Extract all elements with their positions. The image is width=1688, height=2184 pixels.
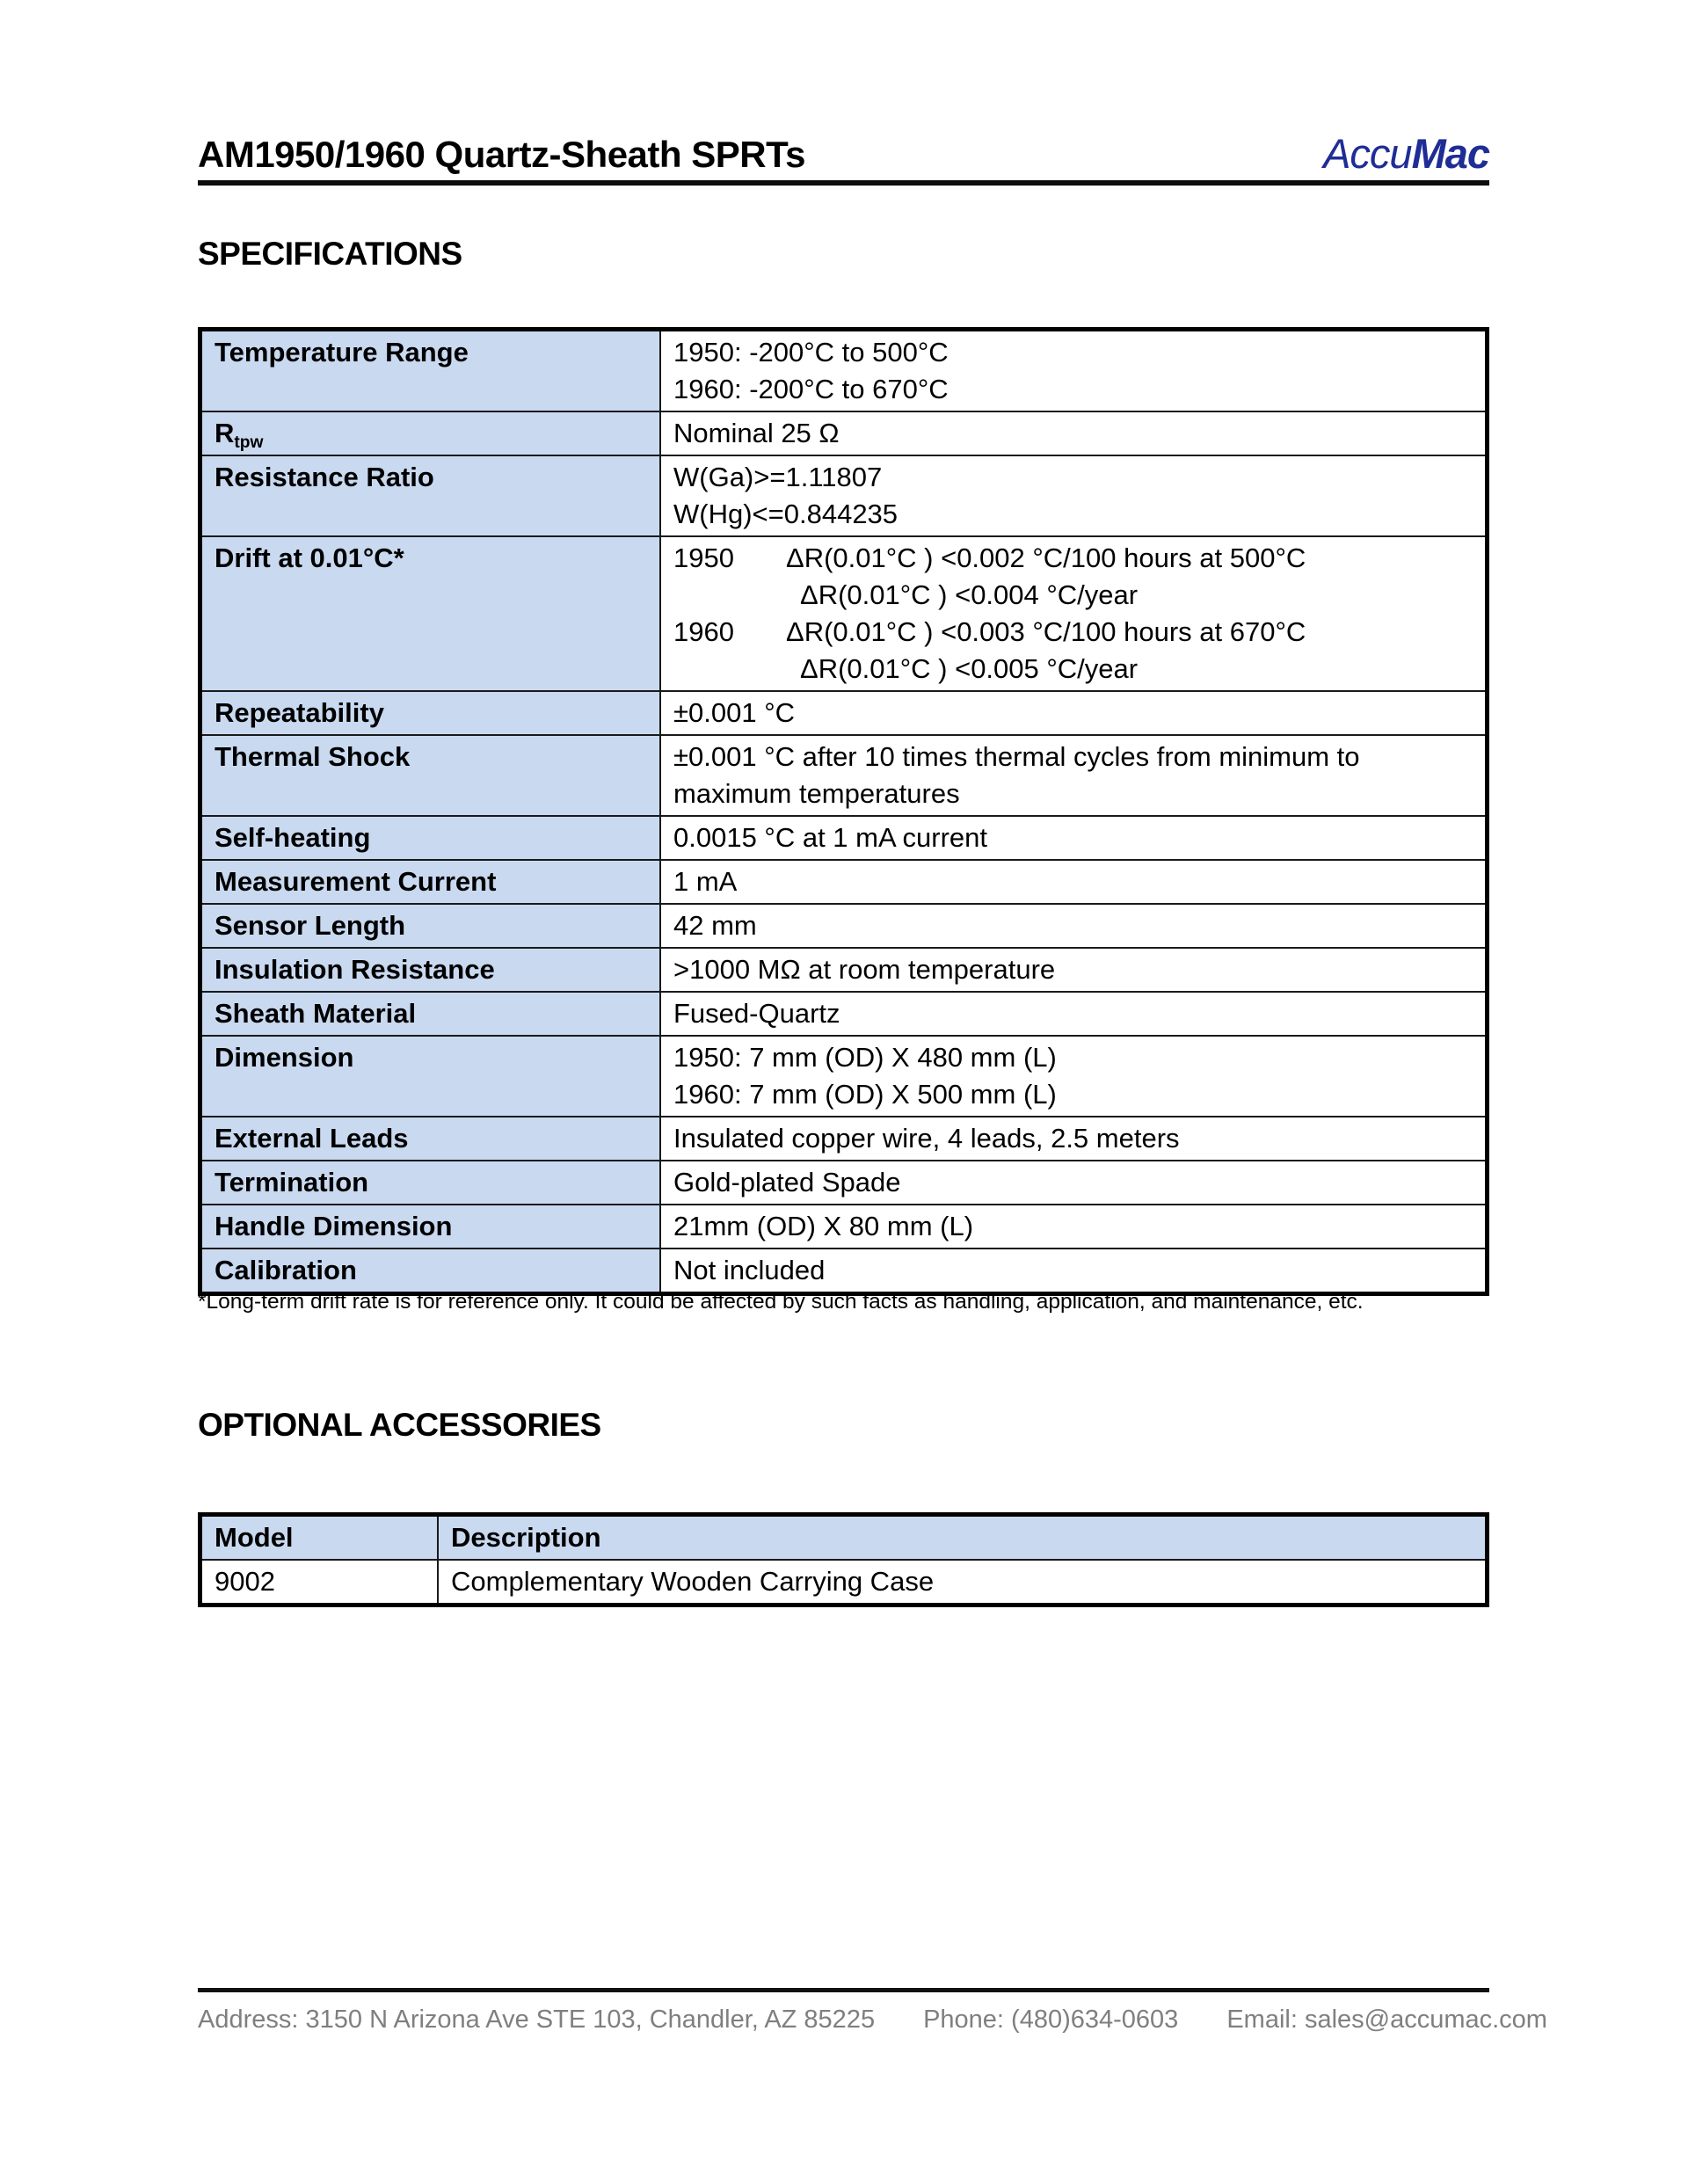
spec-row-thermal-shock bbox=[200, 735, 1488, 816]
accumac-logo bbox=[1323, 132, 1489, 175]
footer-email: Email: sales@accumac.com bbox=[1226, 2006, 1547, 2034]
spec-row-external-leads bbox=[200, 1117, 1488, 1161]
drift-text: ΔR(0.01°C ) <0.002 °C/100 hours at 500°C bbox=[786, 542, 1306, 573]
spec-value-line: >1000 MΩ at room temperature bbox=[673, 954, 1056, 985]
logo-mac-text: Mac bbox=[1411, 130, 1489, 177]
logo-accu-text: Accu bbox=[1323, 130, 1412, 177]
spec-label: Sheath Material bbox=[200, 992, 661, 1036]
spec-value bbox=[660, 1036, 1488, 1117]
accessory-description: Complementary Wooden Carrying Case bbox=[438, 1560, 1488, 1605]
spec-value bbox=[660, 536, 1488, 691]
document-title: AM1950/1960 Quartz-Sheath SPRTs bbox=[198, 134, 805, 176]
spec-row-temperature-range bbox=[200, 330, 1488, 412]
footer-phone: Phone: (480)634-0603 bbox=[923, 2006, 1179, 2034]
drift-line bbox=[673, 614, 1476, 651]
spec-value bbox=[660, 330, 1488, 412]
spec-value bbox=[660, 860, 1488, 904]
spec-label: Drift at 0.01°C* bbox=[200, 536, 661, 691]
drift-footnote: *Long-term drift rate is for reference only. It could be affected by such facts as handling, application, and maintenance, etc. bbox=[198, 1290, 1364, 1314]
spec-value bbox=[660, 1161, 1488, 1205]
spec-value bbox=[660, 455, 1488, 536]
spec-value-line: W(Ga)>=1.11807 bbox=[673, 462, 883, 492]
spec-row-sensor-length bbox=[200, 904, 1488, 948]
spec-value-line: 21mm (OD) X 80 mm (L) bbox=[673, 1211, 974, 1241]
spec-row-insulation-resistance bbox=[200, 948, 1488, 992]
accessories-header-model: Model bbox=[200, 1515, 439, 1561]
spec-row-measurement-current bbox=[200, 860, 1488, 904]
specifications-table bbox=[198, 327, 1489, 1296]
accessories-header-row bbox=[200, 1515, 1488, 1561]
spec-value bbox=[660, 816, 1488, 860]
spec-row-calibration bbox=[200, 1249, 1488, 1294]
spec-value-line: W(Hg)<=0.844235 bbox=[673, 499, 899, 529]
spec-label: Insulation Resistance bbox=[200, 948, 661, 992]
page-footer bbox=[198, 1988, 1547, 2035]
accessory-model: 9002 bbox=[200, 1560, 439, 1605]
spec-value-line: 1950: 7 mm (OD) X 480 mm (L) bbox=[673, 1042, 1057, 1073]
drift-model-number: 1950 bbox=[673, 542, 734, 573]
accessories-table bbox=[198, 1512, 1489, 1607]
drift-text: ΔR(0.01°C ) <0.005 °C/year bbox=[800, 653, 1139, 684]
accessories-row bbox=[200, 1560, 1488, 1605]
page-header bbox=[198, 132, 1489, 186]
accessories-heading: OPTIONAL ACCESSORIES bbox=[198, 1407, 601, 1443]
spec-value bbox=[660, 992, 1488, 1036]
spec-label: External Leads bbox=[200, 1117, 661, 1161]
spec-value-line: Not included bbox=[673, 1255, 826, 1285]
spec-value-line: maximum temperatures bbox=[673, 778, 960, 809]
specifications-heading: SPECIFICATIONS bbox=[198, 236, 462, 272]
spec-label: Calibration bbox=[200, 1249, 661, 1294]
spec-value bbox=[660, 691, 1488, 735]
rtpw-main: R bbox=[215, 418, 235, 448]
spec-label: Self-heating bbox=[200, 816, 661, 860]
drift-line bbox=[673, 577, 1476, 614]
spec-value-line: 1960: -200°C to 670°C bbox=[673, 374, 949, 404]
spec-value bbox=[660, 1249, 1488, 1294]
spec-value-line: Nominal 25 Ω bbox=[673, 418, 840, 448]
spec-value bbox=[660, 735, 1488, 816]
spec-value-line: 0.0015 °C at 1 mA current bbox=[673, 822, 988, 853]
accessories-table-container bbox=[198, 1512, 1489, 1607]
spec-value bbox=[660, 411, 1488, 455]
spec-label: Handle Dimension bbox=[200, 1205, 661, 1249]
spec-value bbox=[660, 1117, 1488, 1161]
specifications-table-container bbox=[198, 327, 1489, 1296]
spec-value-line: 42 mm bbox=[673, 910, 757, 941]
spec-row-termination bbox=[200, 1161, 1488, 1205]
spec-value-line: Insulated copper wire, 4 leads, 2.5 meters bbox=[673, 1123, 1180, 1154]
drift-text: ΔR(0.01°C ) <0.004 °C/year bbox=[800, 579, 1139, 610]
spec-row-resistance-ratio bbox=[200, 455, 1488, 536]
drift-model-number: 1960 bbox=[673, 616, 734, 647]
spec-value-line: ±0.001 °C bbox=[673, 697, 795, 728]
spec-row-self-heating bbox=[200, 816, 1488, 860]
spec-value bbox=[660, 948, 1488, 992]
spec-row-sheath-material bbox=[200, 992, 1488, 1036]
spec-label: Resistance Ratio bbox=[200, 455, 661, 536]
spec-label: Sensor Length bbox=[200, 904, 661, 948]
spec-value-line: Fused-Quartz bbox=[673, 998, 840, 1029]
spec-value bbox=[660, 1205, 1488, 1249]
spec-label: Thermal Shock bbox=[200, 735, 661, 816]
footer-address: Address: 3150 N Arizona Ave STE 103, Chandler, AZ 85225 bbox=[198, 2006, 876, 2034]
spec-value-line: Gold-plated Spade bbox=[673, 1167, 901, 1198]
spec-label: Repeatability bbox=[200, 691, 661, 735]
spec-label: Termination bbox=[200, 1161, 661, 1205]
spec-row-handle-dimension bbox=[200, 1205, 1488, 1249]
accessories-header-description: Description bbox=[438, 1515, 1488, 1561]
spec-label: Measurement Current bbox=[200, 860, 661, 904]
drift-text: ΔR(0.01°C ) <0.003 °C/100 hours at 670°C bbox=[786, 616, 1306, 647]
drift-line bbox=[673, 651, 1476, 688]
spec-row-repeatability bbox=[200, 691, 1488, 735]
rtpw-subscript: tpw bbox=[234, 433, 264, 452]
spec-value-line: 1950: -200°C to 500°C bbox=[673, 337, 949, 368]
spec-value-line: 1960: 7 mm (OD) X 500 mm (L) bbox=[673, 1079, 1057, 1110]
spec-row-drift bbox=[200, 536, 1488, 691]
spec-row-rtpw bbox=[200, 411, 1488, 455]
spec-label: Temperature Range bbox=[200, 330, 661, 412]
drift-line bbox=[673, 540, 1476, 577]
spec-label: Dimension bbox=[200, 1036, 661, 1117]
spec-row-dimension bbox=[200, 1036, 1488, 1117]
spec-label bbox=[200, 411, 661, 455]
spec-value-line: ±0.001 °C after 10 times thermal cycles from minimum to bbox=[673, 741, 1360, 772]
spec-value bbox=[660, 904, 1488, 948]
spec-value-line: 1 mA bbox=[673, 866, 738, 897]
